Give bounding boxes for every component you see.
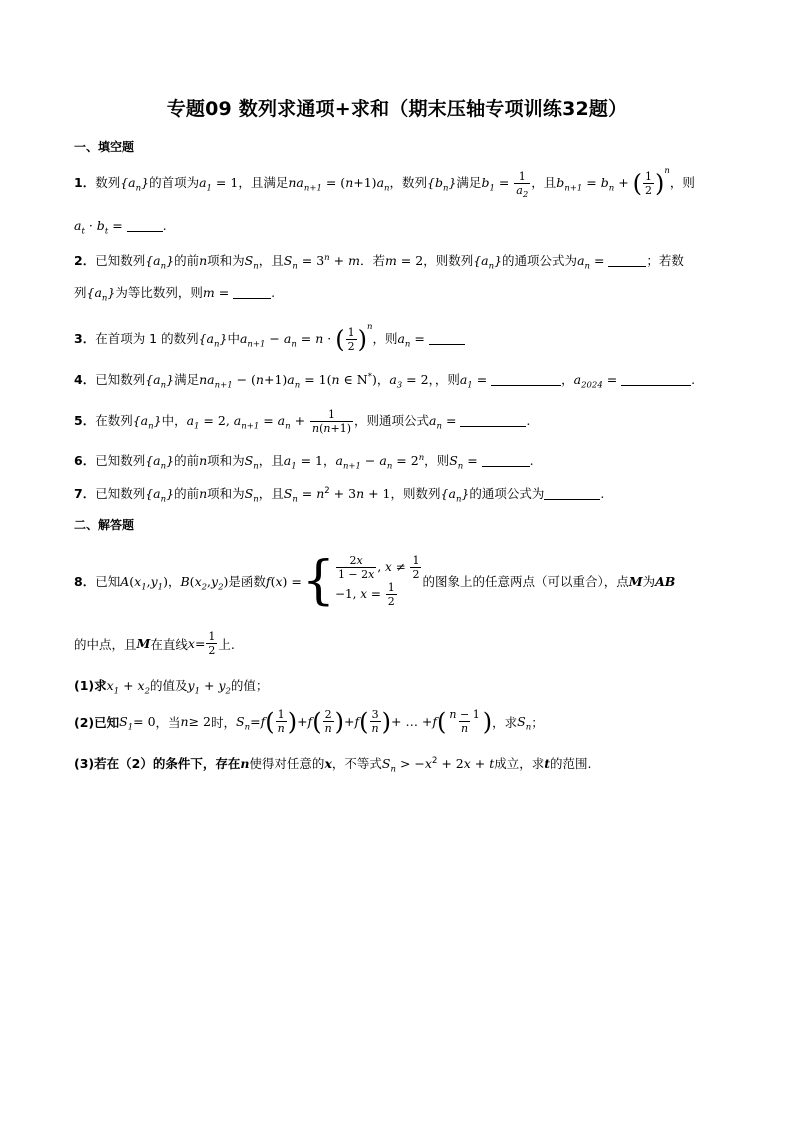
answer-blank[interactable] xyxy=(482,454,530,467)
question-number: 4． xyxy=(74,372,96,387)
piecewise-function: $\frac{2x}{1 - 2x}$ , x ≠ $\frac{1}{2}$ −1, x = $\frac{1}{2}$ xyxy=(334,554,420,608)
question-4: 4．已知数列$\{a_n\}$满足$na_{n+1} - (n+1)a_n = 1(n$ ∈ N*)，$a_3 = 2$，，则$a_1$ = ，$a_{2024}$ = . xyxy=(74,371,696,391)
question-5: 5．在数列$\{a_n\}$中，$a_1 = 2$, $a_{n+1} = a_n$ + $\frac{1}{n(n+1)}$ ，则通项公式$a_n$ = . xyxy=(74,408,531,435)
question-1: 1．数列$\{a_n\}$的首项为$a_1 = 1$，且满足$na_{n+1} = (n+1)a_n$，数列$\{b_n\}$满足$b_1$ = $\frac{1}{a_2}$ ，且$b_{n+1} = b_n$ + ( $\frac{1}{2}$ )$^n$，则 xyxy=(74,166,695,201)
answer-blank[interactable] xyxy=(544,487,600,500)
question-1-answer-line: $a_t \cdot b_t$ = . xyxy=(74,218,167,237)
question-8-cont: 的中点，且 M 在直线 x = $\frac{1}{2}$ 上. xyxy=(74,630,235,657)
question-number: 6． xyxy=(74,453,96,468)
page-title: 专题09 数列求通项+求和（期末压轴专项训练32题） xyxy=(166,98,628,120)
answer-blank[interactable] xyxy=(491,373,561,386)
question-number: 2． xyxy=(74,253,96,268)
question-number: 7． xyxy=(74,486,96,501)
answer-blank[interactable] xyxy=(429,332,465,345)
answer-blank[interactable] xyxy=(127,219,163,232)
fraction: $\frac{1}{a_2}$ xyxy=(516,170,529,201)
answer-blank[interactable] xyxy=(621,373,691,386)
question-number: 5． xyxy=(74,413,96,428)
answer-blank[interactable] xyxy=(608,254,646,267)
section-fill-in: 一、填空题 xyxy=(74,140,135,154)
question-number: 1． xyxy=(74,175,96,190)
question-6: 6．已知数列$\{a_n\}$的前n项和为$S_n$，且$a_1 = 1$，$a_{n+1} - a_n = 2^n$，则$S_n$ = . xyxy=(74,452,534,472)
question-7: 7．已知数列$\{a_n\}$的前n项和为$S_n$，且$S_n = n^2 + 3n + 1$，则数列$\{a_n\}$的通项公式为 . xyxy=(74,485,605,505)
question-3: 3．在首项为 1 的数列$\{a_n\}$中$a_{n+1} - a_n = n$ · ( $\frac{1}{2}$ )$^n$，则$a_n$ = xyxy=(74,326,465,353)
answer-blank[interactable] xyxy=(233,286,271,299)
question-number: 3． xyxy=(74,331,96,346)
question-8: 8． 已知 A ( $x_1$ , $y_1$ )， B ( $x_2$ , $y_2$ ) 是函数 f ( x ) = { $\frac{2x}{1 - 2x}$ , x ≠ $\frac{1}{2}$ −1, x = $\frac{1}{2}$ 的图象上的任意两点（可以重合），点 M 为 AB xyxy=(74,551,676,611)
question-2-cont: 列$\{a_n\}$为等比数列，则m = . xyxy=(74,285,276,304)
section-answer: 二、解答题 xyxy=(74,518,135,532)
question-2: 2．已知数列$\{a_n\}$的前n项和为$S_n$，且$S_n = 3^n + m$．若m = 2，则数列$\{a_n\}$的通项公式为$a_n$ = ；若数 xyxy=(74,252,684,272)
question-8-part-1: (1)求$x_1 + x_2$的值及$y_1 + y_2$的值； xyxy=(74,678,269,697)
question-8-part-2: (2)已知 $S_1$ = 0 ，当 n ≥ 2 时， $S_n$ = f ( $\frac{1}{n}$ ) + f ( $\frac{2}{n}$ ) + f ( $\frac{3}{n}$ ) + … + f ( $\frac{n - 1}{n}$ ) ，求 $S_n$ ； xyxy=(74,707,544,736)
answer-blank[interactable] xyxy=(460,414,526,427)
question-8-part-3: (3)若在（2）的条件下，存在n使得对任意的x，不等式$S_n > -x^2 + 2x + t$成立，求t的范围. xyxy=(74,755,592,775)
question-number: 8． xyxy=(74,574,96,589)
